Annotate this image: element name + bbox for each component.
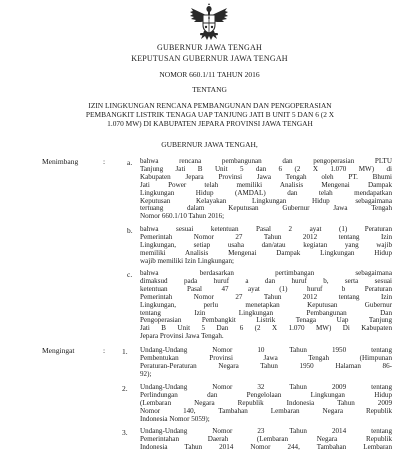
text-line: Jati Power telah memiliki Analisis Mengenai Dampak (140, 180, 392, 189)
decree-title: KEPUTUSAN GUBERNUR JAWA TENGAH (131, 54, 288, 63)
text-line: Jepara Provinsi Jawa Tengah. (140, 332, 224, 341)
item-marker: a. (127, 158, 133, 167)
text-line: Nomor 660.1/10 Tahun 2016; (140, 212, 225, 221)
text-line: Nomor 140, Tambahan Lembaran Negara Republik (140, 406, 392, 415)
text-line: Pemerintah Nomor 27 Tahun 2012 tentang Izin (140, 232, 392, 241)
text-line: (Lembaran Negara Republik Indonesia Tahun 2009 (140, 398, 392, 407)
subject-line: 1.070 MW) DI KABUPATEN JEPARA PROVINSI JAWA TENGAH (107, 119, 313, 128)
issuer-title: GUBERNUR JAWA TENGAH (157, 43, 262, 52)
item-marker: 2. (122, 384, 128, 393)
text-line: bahwa rencana pembangunan dan pengoperasian PLTU (140, 157, 392, 165)
item-marker: 3. (122, 428, 128, 437)
garuda-emblem-icon (189, 3, 229, 41)
text-line: ketentuan Pasal 47 ayat (1) huruf b Peraturan (140, 284, 392, 293)
decree-number: NOMOR 660.1/11 TAHUN 2016 (159, 70, 260, 79)
text-line: Undang-Undang Nomor 32 Tahun 2009 tentang (140, 383, 392, 391)
text-line: Pengoperasian Pembangkit Listrik Tenaga Uap Tanjung (140, 316, 392, 325)
menimbang-item-b (140, 226, 392, 266)
mengingat-label: Mengingat (42, 346, 75, 355)
text-line: bahwa sesuai ketentuan Pasal 2 ayat (1) Peraturan (140, 225, 392, 233)
text-line: Indonesia Nomor 5059); (140, 414, 210, 423)
subject-line: IZIN LINGKUNGAN RENCANA PEMBANGUNAN DAN PENGOPERASIAN (88, 101, 332, 110)
item-marker: b. (127, 226, 133, 235)
text-line: Indonesia Tahun 2014 Nomor 244, Tambahan Lembaran (140, 442, 392, 451)
menimbang-colon: : (103, 157, 106, 166)
menimbang-item-a (140, 158, 392, 221)
text-line: Jati B Unit 5 Dan 6 (2 X 1.070 MW) Di Kabupaten (140, 324, 392, 333)
text-line: Perlindungan dan Pengelolaan Lingkungan Hidup (140, 390, 392, 399)
menimbang-label: Menimbang (42, 157, 79, 166)
about-label: TENTANG (192, 85, 227, 94)
text-line: Undang-Undang Nomor 10 Tahun 1950 tentang (140, 346, 392, 354)
text-line: Pemerintahan Daerah (Lembaran Negara Republik (140, 434, 392, 443)
text-line: Undang-Undang Nomor 23 Tahun 2014 tentang (140, 427, 392, 435)
text-line: tentang Izin Lingkungan Pembangunan Dan (140, 308, 392, 317)
text-line: Lingkungan, setiap usaha dan/atau kegiatan yang wajib (140, 240, 392, 249)
menimbang-item-c (140, 270, 392, 341)
text-line: tertuang dalam Keputusan Gubernur Jawa Tengah (140, 204, 392, 213)
decree-subject (60, 101, 360, 128)
mengingat-colon: : (103, 346, 106, 355)
text-line: dimaksud pada huruf a dan huruf b, serta sesuai (140, 276, 392, 285)
text-line: Kabupaten Jepara Provinsi Jawa Tengah oleh PT. Bhumi (140, 172, 392, 181)
text-line: Pemerintah Nomor 27 Tahun 2012 tentang Izin (140, 292, 392, 301)
text-line: memiliki Analisis Mengenai Dampak Lingkungan Hidup (140, 248, 392, 257)
mengingat-item-2 (140, 384, 392, 424)
text-line: Lingkungan Hidup (AMDAL) dan telah mendapatkan (140, 188, 392, 197)
mengingat-item-3 (140, 428, 392, 452)
text-line: wajib memiliki Izin Lingkungan; (140, 256, 234, 265)
mengingat-item-1 (140, 347, 392, 379)
text-line: Tanjung Jati B Unit 5 dan 6 (2 X 1.070 MW) di (140, 164, 392, 173)
subject-line: PEMBANGKIT LISTRIK TENAGA UAP TANJUNG JATI B UNIT 5 DAN 6 (2 X (85, 110, 335, 119)
text-line: Keputusan Kelayakan Lingkungan Hidup sebagaimana (140, 196, 392, 205)
text-line: Peraturan-Peraturan Negara Tahun 1950 Halaman 86- (140, 361, 392, 370)
text-line: Pembentukan Provinsi Jawa Tengah (Himpunan (140, 353, 392, 362)
governor-heading: GUBERNUR JAWA TENGAH, (161, 140, 258, 149)
text-line: bahwa berdasarkan pertimbangan sebagaimana (140, 269, 392, 277)
text-line: 92); (140, 369, 152, 378)
item-marker: 1. (122, 347, 128, 356)
item-marker: c. (127, 270, 133, 279)
text-line: Lingkungan, perlu menetapkan Keputusan Gubernur (140, 300, 392, 309)
